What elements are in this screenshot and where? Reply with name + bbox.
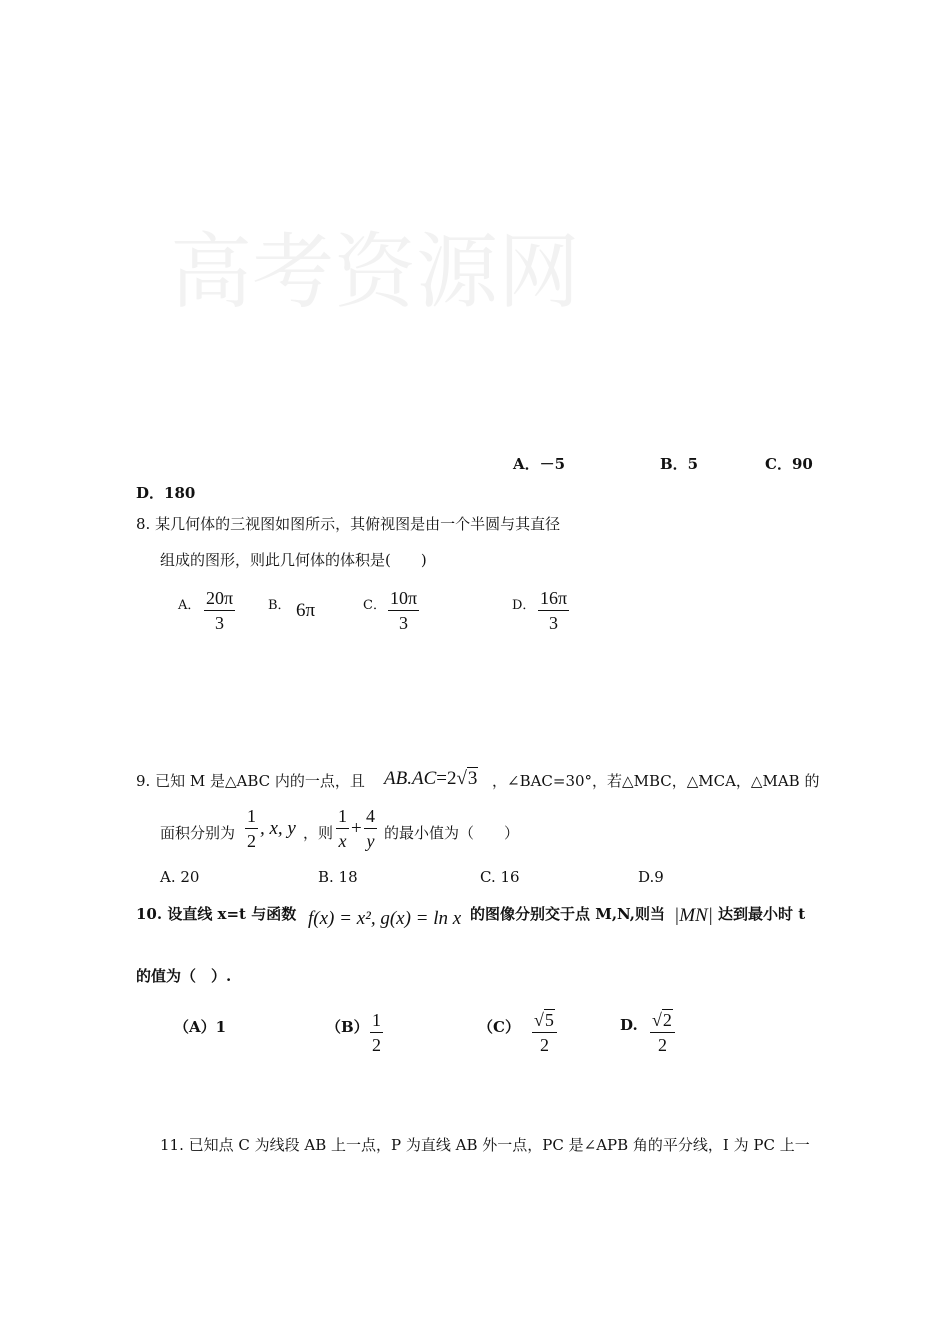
q10-functions: f(x) = x², g(x) = ln x xyxy=(308,908,462,929)
q9-line2-a: 面积分别为 xyxy=(160,824,236,842)
q9-xy: , x, y xyxy=(260,818,296,839)
q8-option-d-value: 16π 3 xyxy=(540,588,568,633)
q9-then: ，则 xyxy=(303,824,334,842)
q10-option-d-label: D. xyxy=(620,1016,638,1034)
q10-option-b-value: 1 2 xyxy=(372,1010,381,1055)
q8-option-b-value: 6π xyxy=(296,600,316,621)
q10-option-c-label: （C） xyxy=(478,1018,520,1036)
q9-frac-4-over-y: 4 y xyxy=(366,806,375,851)
q10-option-b-label: （B） xyxy=(326,1018,369,1036)
q9-sqrt: √3 xyxy=(456,768,478,789)
q10-stem-b: 的图像分别交于点 M,N,则当 xyxy=(470,905,666,923)
q10-stem-c: 达到最小时 t xyxy=(718,905,806,923)
q9-line2-b: 的最小值为（ ） xyxy=(384,824,520,842)
q8-stem-line2: 组成的图形，则此几何体的体积是( ) xyxy=(160,551,427,569)
q9-option-a: A. 20 xyxy=(160,868,200,886)
q10-option-c-value: √5 2 xyxy=(532,1010,557,1055)
q9-option-b: B. 18 xyxy=(318,868,358,886)
q9-stem-a: 9. 已知 M 是△ABC 内的一点，且 xyxy=(136,772,365,790)
q10-stem-line2: 的值为（ ）. xyxy=(136,967,232,985)
q10-option-a: （A）1 xyxy=(174,1018,227,1036)
q10-option-d-value: √2 2 xyxy=(650,1010,675,1055)
watermark-logo xyxy=(160,150,581,360)
q8-stem-line1: 8. 某几何体的三视图如图所示，其俯视图是由一个半圆与其直径 xyxy=(136,515,561,533)
q10-option-c-sqrt: √5 xyxy=(534,1010,554,1030)
watermark-text: 高考资源网 xyxy=(170,225,581,320)
q9-vector-product: AB.AC=2√3 xyxy=(384,768,478,789)
q7-option-c: C．90 xyxy=(765,455,813,473)
q8-option-c-label: C． xyxy=(363,598,386,613)
q7-option-b: B．5 xyxy=(660,455,699,473)
q9-plus: + xyxy=(351,818,362,839)
q8-option-b-label: B． xyxy=(268,598,291,613)
q7-option-a: A．－5 xyxy=(513,455,566,473)
q10-mn-abs: |MN| xyxy=(674,905,713,926)
q11-stem-line1: 11. 已知点 C 为线段 AB 上一点，P 为直线 AB 外一点，PC 是∠APB 角的平分线，I 为 PC 上一 xyxy=(160,1136,810,1154)
q8-option-c-value: 10π 3 xyxy=(390,588,418,633)
q9-frac-1-over-x: 1 x xyxy=(338,806,347,851)
q9-option-c: C. 16 xyxy=(480,868,520,886)
q8-option-a-value: 20π 3 xyxy=(206,588,234,633)
q7-option-d: D．180 xyxy=(136,484,196,502)
q10-stem-a: 10. 设直线 x=t 与函数 xyxy=(136,905,297,923)
q9-stem-b: ，∠BAC=30°，若△MBC，△MCA，△MAB 的 xyxy=(492,772,820,790)
q10-option-d-sqrt: √2 xyxy=(652,1010,672,1030)
q9-half: 1 2 xyxy=(247,806,256,851)
q8-option-d-label: D． xyxy=(512,598,536,613)
q8-option-a-label: A． xyxy=(178,598,201,613)
q9-option-d: D.9 xyxy=(638,868,664,886)
